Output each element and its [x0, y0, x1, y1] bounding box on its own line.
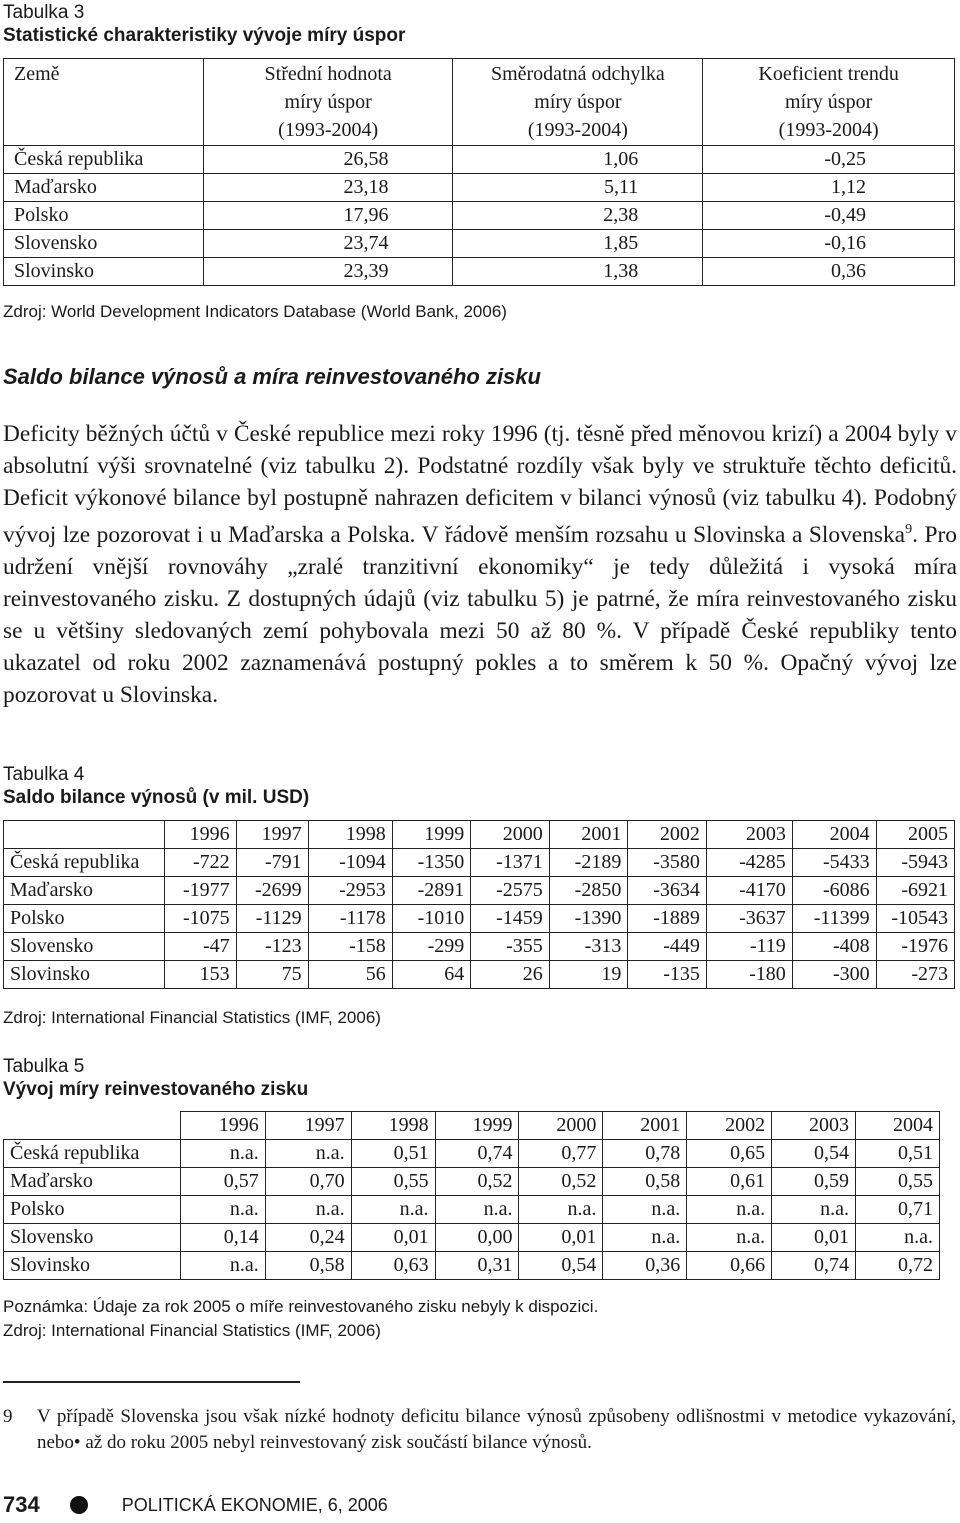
row-label: Slovinsko: [4, 1252, 181, 1280]
row-label: Slovensko: [4, 230, 204, 258]
header-line: Střední hodnota: [264, 63, 392, 85]
footnote-ref: 9: [905, 522, 913, 537]
table-cell: -273: [876, 961, 954, 989]
table-cell: 0,00: [435, 1224, 519, 1252]
table4: [3, 820, 955, 989]
table-cell: -2699: [236, 877, 308, 905]
table-row: [4, 961, 955, 989]
table-cell: 23,39: [203, 258, 453, 286]
table-cell: -449: [628, 933, 707, 961]
header-line: Směrodatná odchylka: [490, 63, 665, 85]
table5-source: Zdroj: International Financial Statistics (IMF, 2006): [3, 1321, 381, 1340]
row-label: Česká republika: [4, 1140, 181, 1168]
table-row: [4, 933, 955, 961]
table-cell: -1459: [471, 905, 550, 933]
table-cell: -355: [471, 933, 550, 961]
row-label: Polsko: [4, 1196, 181, 1224]
table-row: [4, 146, 955, 174]
table4-caption: [3, 764, 957, 810]
table-row: [4, 905, 955, 933]
table3-header-trend: [703, 59, 955, 146]
table-cell: 0,54: [519, 1252, 603, 1280]
table-cell: n.a.: [603, 1224, 687, 1252]
table3-header-mean: [203, 59, 453, 146]
table-cell: -5943: [876, 849, 954, 877]
table-cell: 0,61: [687, 1168, 772, 1196]
table3-caption: [3, 2, 957, 48]
table-cell: -0,16: [703, 230, 955, 258]
table-cell: n.a.: [856, 1224, 940, 1252]
table-row: [4, 1252, 940, 1280]
page-number: 734: [3, 1492, 40, 1517]
row-label: Slovinsko: [4, 961, 165, 989]
table-corner: [4, 821, 165, 849]
row-label: Maďarsko: [4, 174, 204, 202]
table-cell: n.a.: [265, 1140, 351, 1168]
table-cell: -5433: [792, 849, 876, 877]
table-cell: -2953: [308, 877, 392, 905]
table3: [3, 58, 955, 286]
year-header: 1998: [308, 821, 392, 849]
table-row: [4, 877, 955, 905]
table-cell: -1371: [471, 849, 550, 877]
table-cell: -299: [392, 933, 471, 961]
table-cell: -1889: [628, 905, 707, 933]
table-cell: 153: [164, 961, 236, 989]
table-cell: -4285: [706, 849, 792, 877]
year-header: 1997: [236, 821, 308, 849]
table-row: [4, 174, 955, 202]
row-label: Maďarsko: [4, 1168, 181, 1196]
table-cell: -158: [308, 933, 392, 961]
table-cell: 0,59: [772, 1168, 856, 1196]
table-cell: n.a.: [180, 1196, 265, 1224]
table5-title: Vývoj míry reinvestovaného zisku: [3, 1079, 309, 1100]
row-label: Česká republika: [4, 146, 204, 174]
footnote-text: V případě Slovenska jsou však nízké hodnoty deficitu bilance výnosů způsobeny odlišnostmi v metodice vykazování, nebo• až do roku 2005 nebyl reinvestovaný zisk součástí bilance výnosů.: [37, 1406, 956, 1453]
table-cell: 1,85: [453, 230, 703, 258]
table-cell: -11399: [792, 905, 876, 933]
table-cell: 0,71: [856, 1196, 940, 1224]
journal-name: POLITICKÁ EKONOMIE, 6, 2006: [121, 1494, 388, 1515]
table-cell: n.a.: [180, 1140, 265, 1168]
table4-source: Zdroj: International Financial Statistics (IMF, 2006): [3, 1008, 381, 1027]
row-label: Maďarsko: [4, 877, 165, 905]
table-row: [4, 849, 955, 877]
header-line: (1993-2004): [778, 119, 879, 141]
table-cell: -2575: [471, 877, 550, 905]
table-cell: -1976: [876, 933, 954, 961]
table-cell: -2850: [549, 877, 628, 905]
year-header: 1996: [180, 1112, 265, 1140]
table-cell: -313: [549, 933, 628, 961]
table-cell: 0,14: [180, 1224, 265, 1252]
table-cell: -1094: [308, 849, 392, 877]
table-row: [4, 230, 955, 258]
table-cell: 0,78: [603, 1140, 687, 1168]
table-cell: n.a.: [351, 1196, 435, 1224]
table-corner: [4, 1112, 181, 1140]
year-header: 2000: [519, 1112, 603, 1140]
table3-header-row: [4, 59, 955, 146]
table-cell: 0,51: [351, 1140, 435, 1168]
table-cell: 1,12: [703, 174, 955, 202]
table-cell: n.a.: [435, 1196, 519, 1224]
row-label: Polsko: [4, 905, 165, 933]
table-cell: -300: [792, 961, 876, 989]
body-paragraph: [3, 418, 957, 711]
year-header: 2001: [549, 821, 628, 849]
table-row: [4, 1224, 940, 1252]
table-cell: -1075: [164, 905, 236, 933]
table-cell: -1010: [392, 905, 471, 933]
table5-note: Poznámka: Údaje za rok 2005 o míře reinvestovaného zisku nebyly k dispozici.: [3, 1297, 599, 1316]
table-cell: -2189: [549, 849, 628, 877]
header-line: Koeficient trendu: [758, 63, 899, 85]
table-row: [4, 1168, 940, 1196]
header-line: míry úspor: [534, 91, 622, 113]
footnote: [3, 1404, 956, 1456]
table-cell: 26,58: [203, 146, 453, 174]
table-cell: -119: [706, 933, 792, 961]
table-row: [4, 202, 955, 230]
table3-label: Tabulka 3: [3, 2, 85, 23]
table-row: [4, 258, 955, 286]
year-header: 2002: [628, 821, 707, 849]
year-header: 2004: [792, 821, 876, 849]
year-header: 2000: [471, 821, 550, 849]
table5-label: Tabulka 5: [3, 1056, 85, 1077]
table-cell: 0,01: [519, 1224, 603, 1252]
header-line: (1993-2004): [278, 119, 379, 141]
header-line: (1993-2004): [527, 119, 628, 141]
table-cell: 0,51: [856, 1140, 940, 1168]
table-cell: 23,74: [203, 230, 453, 258]
table-cell: 0,65: [687, 1140, 772, 1168]
table-cell: 0,54: [772, 1140, 856, 1168]
table-cell: 5,11: [453, 174, 703, 202]
table-cell: 56: [308, 961, 392, 989]
table-cell: 0,01: [351, 1224, 435, 1252]
table4-header-row: [4, 821, 955, 849]
table-cell: 0,66: [687, 1252, 772, 1280]
table-cell: -1977: [164, 877, 236, 905]
table4-title: Saldo bilance výnosů (v mil. USD): [3, 787, 310, 808]
year-header: 1996: [164, 821, 236, 849]
table-cell: -4170: [706, 877, 792, 905]
table-cell: 0,01: [772, 1224, 856, 1252]
table-cell: n.a.: [687, 1224, 772, 1252]
table-cell: 17,96: [203, 202, 453, 230]
paragraph-text: . Pro udržení vnější rovnováhy „zralé tranzitivní ekonomiky“ je tedy důležitá i vysoká míra reinvestovaného zisku. Z dostupných údajů (viz tabulku 5) je patrné, že míra reinvestovaného zisku se u většiny sledovaných zemí pohybovala mezi 50 až 80 %. V případě České republiky tento ukazatel od roku 2002 zaznamenává postupný pokles a to směrem k 50 %. Opačný vývoj lze pozorovat u Slovinska.: [3, 521, 957, 708]
table3-source: Zdroj: World Development Indicators Database (World Bank, 2006): [3, 302, 507, 321]
table-cell: 0,52: [435, 1168, 519, 1196]
table-cell: 0,24: [265, 1224, 351, 1252]
table-cell: 26: [471, 961, 550, 989]
row-label: Slovinsko: [4, 258, 204, 286]
table-cell: 1,38: [453, 258, 703, 286]
footnote-number: 9: [3, 1406, 13, 1427]
year-header: 2003: [706, 821, 792, 849]
header-line: míry úspor: [284, 91, 372, 113]
table-cell: -1350: [392, 849, 471, 877]
table-cell: -3580: [628, 849, 707, 877]
table-cell: 64: [392, 961, 471, 989]
table-cell: -722: [164, 849, 236, 877]
year-header: 2002: [687, 1112, 772, 1140]
table-cell: -3637: [706, 905, 792, 933]
table-cell: 0,57: [180, 1168, 265, 1196]
table-cell: 0,58: [265, 1252, 351, 1280]
table-cell: 0,74: [772, 1252, 856, 1280]
table-cell: 0,74: [435, 1140, 519, 1168]
page-footer: [3, 1487, 388, 1523]
table3-header-stddev: [453, 59, 703, 146]
table-cell: -0,25: [703, 146, 955, 174]
table-cell: -3634: [628, 877, 707, 905]
table-cell: -123: [236, 933, 308, 961]
table-cell: 0,52: [519, 1168, 603, 1196]
table-cell: 19: [549, 961, 628, 989]
table-cell: -1390: [549, 905, 628, 933]
year-header: 2003: [772, 1112, 856, 1140]
table-cell: n.a.: [772, 1196, 856, 1224]
row-label: Česká republika: [4, 849, 165, 877]
table-cell: -6086: [792, 877, 876, 905]
table5-caption: [3, 1056, 957, 1102]
table-cell: -408: [792, 933, 876, 961]
table-cell: -135: [628, 961, 707, 989]
table-cell: -2891: [392, 877, 471, 905]
table-row: [4, 1196, 940, 1224]
table-cell: n.a.: [603, 1196, 687, 1224]
table-cell: -180: [706, 961, 792, 989]
bullet-icon: [70, 1496, 88, 1514]
table-cell: 0,70: [265, 1168, 351, 1196]
table-cell: 0,72: [856, 1252, 940, 1280]
table-cell: 0,77: [519, 1140, 603, 1168]
paragraph-text: Deficity běžných účtů v České republice mezi roky 1996 (tj. těsně před měnovou krizí) a 2004 byly v absolutní výši srovnatelné (viz tabulku 2). Podstatné rozdíly však byly ve struktuře těchto deficitů. Deficit výkonové bilance byl postupně nahrazen deficitem v bilanci výnosů (viz tabulku 4). Podobný vývoj lze pozorovat i u Maďarska a Polska. V řádově menším rozsahu u Slovinska a Slovenska: [3, 421, 957, 548]
table-cell: -1129: [236, 905, 308, 933]
table-cell: -10543: [876, 905, 954, 933]
row-label: Slovensko: [4, 933, 165, 961]
year-header: 2001: [603, 1112, 687, 1140]
year-header: 1999: [435, 1112, 519, 1140]
table-cell: n.a.: [519, 1196, 603, 1224]
table-cell: -47: [164, 933, 236, 961]
year-header: 1999: [392, 821, 471, 849]
table4-label: Tabulka 4: [3, 764, 85, 785]
table-cell: 0,55: [856, 1168, 940, 1196]
table5: [3, 1111, 940, 1280]
table-cell: -791: [236, 849, 308, 877]
table-cell: -6921: [876, 877, 954, 905]
year-header: 1997: [265, 1112, 351, 1140]
table-cell: 23,18: [203, 174, 453, 202]
footnote-rule: [3, 1381, 300, 1383]
table-cell: 0,31: [435, 1252, 519, 1280]
table-cell: -1178: [308, 905, 392, 933]
table3-title: Statistické charakteristiky vývoje míry úspor: [3, 25, 406, 46]
table-cell: -0,49: [703, 202, 955, 230]
section-heading: Saldo bilance výnosů a míra reinvestovaného zisku: [3, 364, 541, 389]
table-cell: 0,58: [603, 1168, 687, 1196]
year-header: 2004: [856, 1112, 940, 1140]
table-cell: n.a.: [265, 1196, 351, 1224]
table5-header-row: [4, 1112, 940, 1140]
table-cell: 0,36: [603, 1252, 687, 1280]
row-label: Polsko: [4, 202, 204, 230]
table-cell: 0,55: [351, 1168, 435, 1196]
table-cell: 0,63: [351, 1252, 435, 1280]
table3-header-country: Země: [4, 59, 204, 146]
table-cell: 75: [236, 961, 308, 989]
year-header: 1998: [351, 1112, 435, 1140]
table-cell: 0,36: [703, 258, 955, 286]
header-line: míry úspor: [785, 91, 873, 113]
table-cell: n.a.: [687, 1196, 772, 1224]
table-cell: n.a.: [180, 1252, 265, 1280]
year-header: 2005: [876, 821, 954, 849]
row-label: Slovensko: [4, 1224, 181, 1252]
table-cell: 1,06: [453, 146, 703, 174]
table-row: [4, 1140, 940, 1168]
table-cell: 2,38: [453, 202, 703, 230]
